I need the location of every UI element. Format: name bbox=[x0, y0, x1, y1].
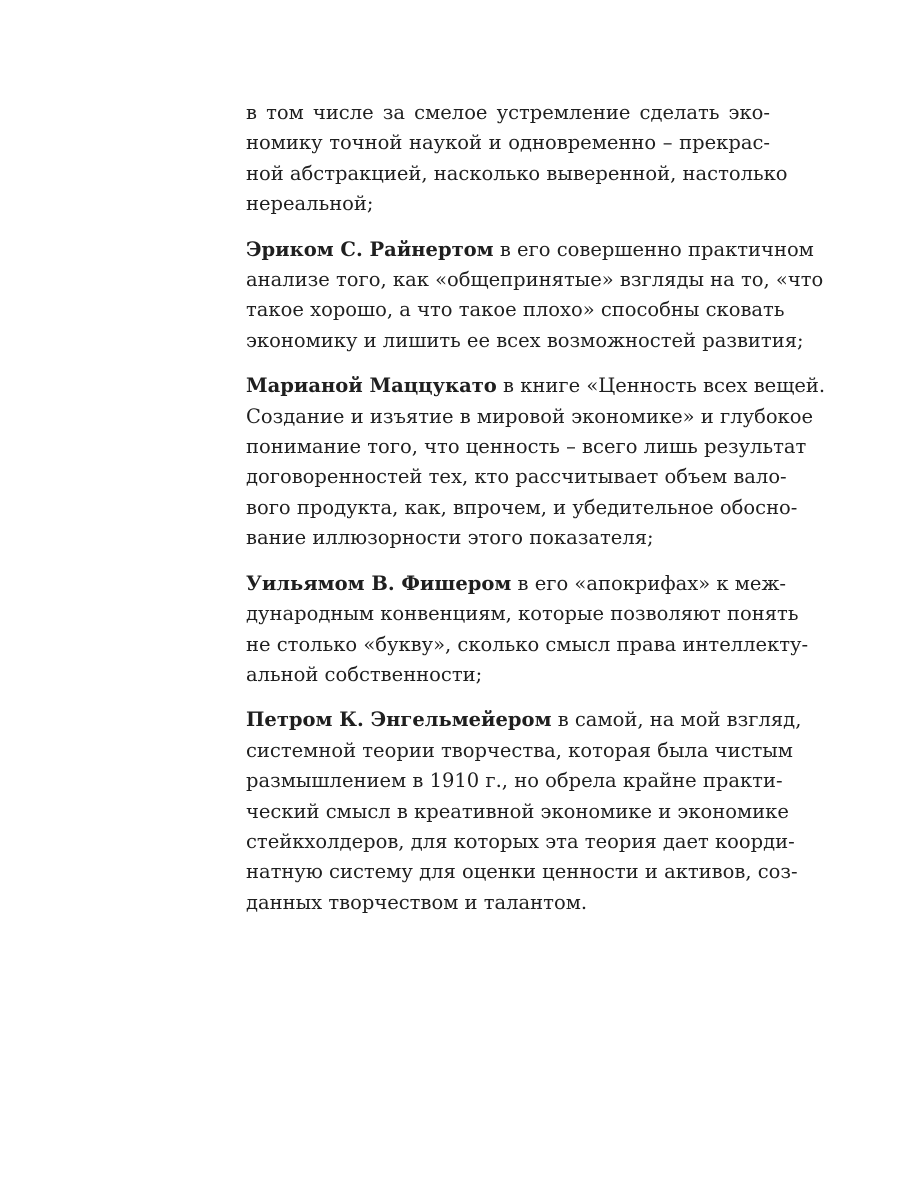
text-line: вание иллюзорности этого показателя; bbox=[246, 526, 654, 550]
text-line: ческий смысл в креативной экономике и экономике bbox=[246, 799, 789, 823]
text-line bbox=[246, 371, 826, 401]
text-line: дународным конвенциям, которые позволяют понять bbox=[246, 602, 799, 626]
text-line: стейкхолдеров, для которых эта теория дает коорди- bbox=[246, 829, 795, 853]
text-line: в том числе за смелое устремление сделать эко- bbox=[246, 101, 770, 124]
paragraph-mazzucato bbox=[246, 371, 826, 553]
text-line: Создание и изъятие в мировой экономике» и глубокое bbox=[246, 404, 814, 428]
text-line: экономику и лишить ее всех возможностей развития; bbox=[246, 328, 804, 352]
text-line: натную систему для оценки ценности и активов, соз- bbox=[246, 860, 798, 884]
text-fragment: в книге «Ценность всех вещей. bbox=[496, 374, 826, 398]
text-line: договоренностей тех, кто рассчитывает объем вало- bbox=[246, 465, 787, 489]
paragraph-intro bbox=[246, 98, 788, 220]
text-line bbox=[246, 235, 814, 265]
text-line: не столько «букву», сколько смысл права интеллекту- bbox=[246, 632, 809, 656]
paragraph-reinert bbox=[246, 235, 824, 357]
text-fragment: в его «апокрифах» к меж- bbox=[511, 571, 786, 595]
text-line: нереальной; bbox=[246, 192, 374, 216]
text-line: анализе того, как «общепринятые» взгляды на то, «что bbox=[246, 268, 824, 292]
text-line: ной абстракцией, насколько выверенной, настолько bbox=[246, 161, 788, 185]
text-line: такое хорошо, а что такое плохо» способны сковать bbox=[246, 298, 785, 322]
text-line: номику точной наукой и одновременно – прекрас- bbox=[246, 131, 770, 155]
paragraph-fisher bbox=[246, 569, 809, 691]
person-name: Уильямом В. Фишером bbox=[246, 571, 512, 595]
person-name: Петром К. Энгельмейером bbox=[246, 708, 552, 732]
text-line: данных творчеством и талантом. bbox=[246, 890, 588, 914]
text-line: альной собственности; bbox=[246, 662, 483, 686]
text-line: понимание того, что ценность – всего лишь результат bbox=[246, 435, 807, 459]
person-name: Эриком С. Райнертом bbox=[246, 237, 494, 261]
text-fragment: в его совершенно практичном bbox=[493, 237, 814, 261]
text-line: размышлением в 1910 г., но обрела крайне практи- bbox=[246, 769, 783, 793]
paragraph-engelmeyer bbox=[246, 705, 802, 918]
text-line bbox=[246, 705, 802, 735]
text-line bbox=[246, 569, 786, 599]
person-name: Марианой Маццукато bbox=[246, 374, 497, 398]
text-line: вого продукта, как, впрочем, и убедительное обосно- bbox=[246, 495, 798, 519]
body-text bbox=[246, 98, 826, 933]
text-fragment: в самой, на мой взгляд, bbox=[551, 708, 802, 732]
text-line: системной теории творчества, которая была чистым bbox=[246, 738, 793, 762]
